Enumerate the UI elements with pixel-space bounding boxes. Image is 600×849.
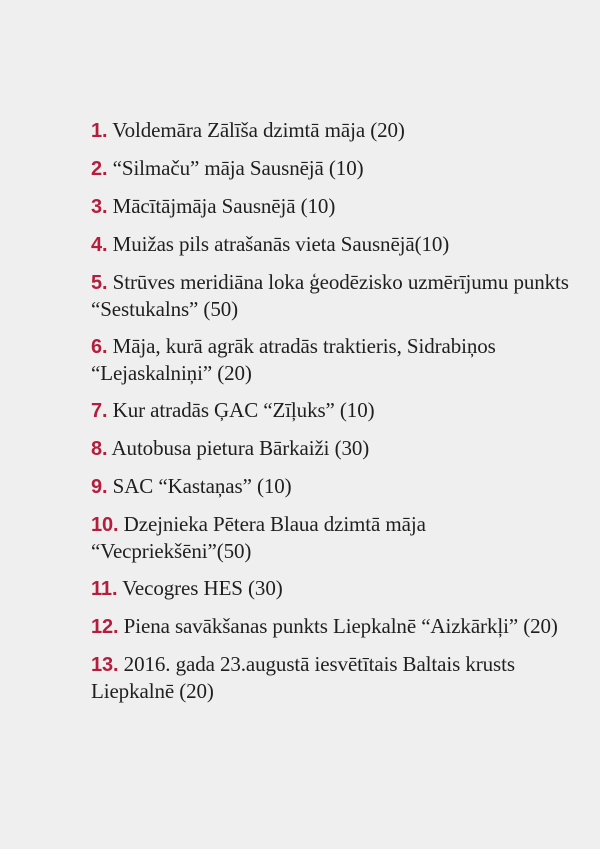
item-number: 7. bbox=[91, 400, 108, 422]
item-number: 3. bbox=[91, 196, 108, 218]
list-item-11 bbox=[91, 575, 571, 602]
list-item-6 bbox=[91, 333, 571, 386]
item-text: Autobusa pietura Bārkaiži (30) bbox=[111, 436, 370, 460]
item-text: Piena savākšanas punkts Liepkalnē “Aizkārkļi” (20) bbox=[123, 614, 558, 638]
item-number: 12. bbox=[91, 616, 119, 638]
list-item-8 bbox=[91, 435, 571, 462]
item-number: 6. bbox=[91, 336, 108, 358]
item-text: Vecogres HES (30) bbox=[122, 576, 283, 600]
item-text: Kur atradās ĢAC “Zīļuks” (10) bbox=[112, 398, 375, 422]
item-text: Mācītājmāja Sausnējā (10) bbox=[112, 194, 336, 218]
item-text: Voldemāra Zālīša dzimtā māja (20) bbox=[112, 118, 405, 142]
list-item-9 bbox=[91, 473, 571, 500]
item-text: Dzejnieka Pētera Blaua dzimtā māja “Vecpriekšēni”(50) bbox=[91, 512, 426, 563]
item-text: SAC “Kastaņas” (10) bbox=[112, 474, 292, 498]
list-item-10 bbox=[91, 511, 571, 564]
item-text: “Silmaču” māja Sausnējā (10) bbox=[112, 156, 364, 180]
item-number: 10. bbox=[91, 514, 119, 536]
places-list bbox=[91, 117, 571, 715]
item-number: 9. bbox=[91, 476, 108, 498]
list-item-5 bbox=[91, 269, 571, 322]
item-number: 11. bbox=[91, 578, 118, 600]
list-item-13 bbox=[91, 651, 571, 704]
item-text: Muižas pils atrašanās vieta Sausnējā(10) bbox=[112, 232, 450, 256]
list-item-2 bbox=[91, 155, 571, 182]
item-number: 13. bbox=[91, 654, 119, 676]
list-item-1 bbox=[91, 117, 571, 144]
list-item-3 bbox=[91, 193, 571, 220]
item-text: 2016. gada 23.augustā iesvētītais Baltais krusts Liepkalnē (20) bbox=[91, 652, 515, 703]
item-text: Māja, kurā agrāk atradās traktieris, Sidrabiņos “Lejaskalniņi” (20) bbox=[91, 334, 496, 385]
list-item-4 bbox=[91, 231, 571, 258]
item-text: Strūves meridiāna loka ģeodēzisko uzmērījumu punkts “Sestukalns” (50) bbox=[91, 270, 569, 321]
item-number: 5. bbox=[91, 272, 108, 294]
item-number: 4. bbox=[91, 234, 108, 256]
list-item-12 bbox=[91, 613, 571, 640]
item-number: 8. bbox=[91, 438, 108, 460]
item-number: 2. bbox=[91, 158, 108, 180]
list-item-7 bbox=[91, 397, 571, 424]
item-number: 1. bbox=[91, 120, 108, 142]
